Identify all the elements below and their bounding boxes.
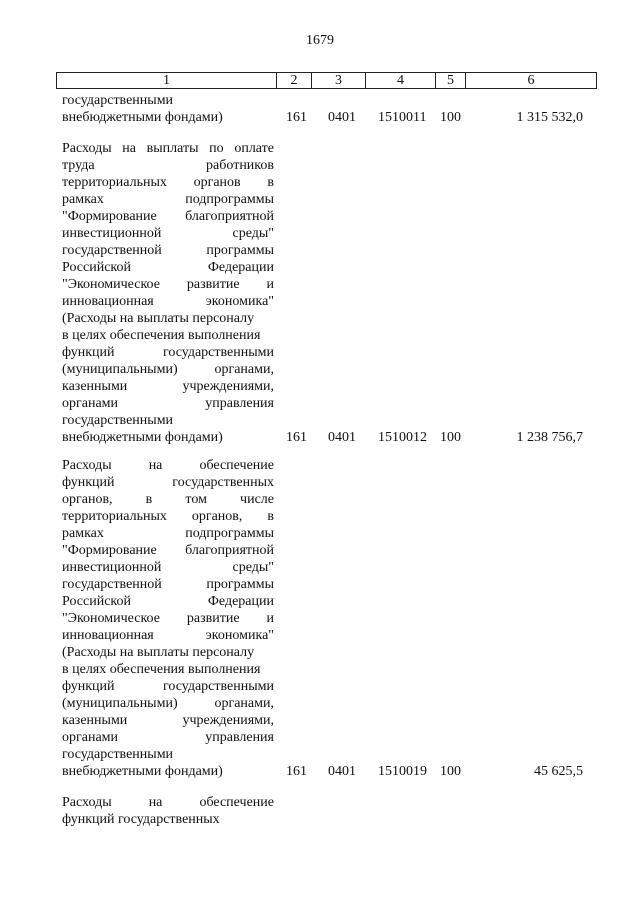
target-item-cell: 1510011 [378,110,427,125]
description-line: Расходы на выплаты по оплате [62,141,274,156]
row-description [62,794,274,828]
description-line: "Экономическое развитие и [62,611,274,626]
description-line: функций государственными [62,345,274,360]
description-line: государственными [62,93,174,108]
description-line: инновационная экономика" [62,628,274,643]
code-cell: 161 [286,430,307,445]
description-line: государственными [62,413,174,428]
description-line: органов, в том числе [62,492,274,507]
description-line: функций государственными [62,679,274,694]
row-description [62,457,274,780]
description-line: внебюджетными фондами) [62,764,223,779]
description-line: Расходы на обеспечение [62,458,274,473]
description-line: функций государственных [62,812,220,827]
expense-type-cell: 100 [440,764,461,779]
description-line: в целях обеспечения выполнения [62,662,261,677]
description-line: "Формирование благоприятной [62,543,274,558]
description-line: (муниципальными) органами, [62,362,274,377]
header-col-3: 3 [312,73,366,89]
description-line: казенными учреждениями, [62,713,274,728]
target-item-cell: 1510019 [378,764,427,779]
amount-cell: 1 238 756,7 [516,430,583,445]
description-line: внебюджетными фондами) [62,110,223,125]
description-line: "Экономическое развитие и [62,277,274,292]
page-number: 1679 [306,33,334,48]
header-row [57,73,597,89]
row-description [62,140,274,446]
table-header [56,72,597,89]
description-line: функций государственных [62,475,274,490]
description-line: (Расходы на выплаты персоналу [62,645,255,660]
amount-cell: 1 315 532,0 [516,110,583,125]
description-line: внебюджетными фондами) [62,430,223,445]
expense-type-cell: 100 [440,110,461,125]
description-line: труда работников [62,158,274,173]
description-line: инвестиционной среды" [62,226,274,241]
header-col-4: 4 [366,73,436,89]
description-line: Расходы на обеспечение [62,795,274,810]
description-line: казенными учреждениями, [62,379,274,394]
description-line: рамках подпрограммы [62,526,274,541]
description-line: в целях обеспечения выполнения [62,328,261,343]
description-line: государственной программы [62,243,274,258]
description-line: государственной программы [62,577,274,592]
description-line: государственными [62,747,174,762]
description-line: Российской Федерации [62,260,274,275]
header-col-5: 5 [436,73,466,89]
expense-type-cell: 100 [440,430,461,445]
description-line: инвестиционной среды" [62,560,274,575]
description-line: органами управления [62,396,274,411]
description-line: органами управления [62,730,274,745]
description-line: территориальных органов в [62,175,274,190]
description-line: территориальных органов, в [62,509,274,524]
description-line: (муниципальными) органами, [62,696,274,711]
header-col-6: 6 [466,73,597,89]
row-description [62,92,274,126]
description-line: инновационная экономика" [62,294,274,309]
header-col-2: 2 [277,73,312,89]
description-line: "Формирование благоприятной [62,209,274,224]
section-cell: 0401 [328,430,356,445]
section-cell: 0401 [328,110,356,125]
description-line: рамках подпрограммы [62,192,274,207]
code-cell: 161 [286,764,307,779]
header-col-1: 1 [57,73,277,89]
description-line: (Расходы на выплаты персоналу [62,311,255,326]
target-item-cell: 1510012 [378,430,427,445]
section-cell: 0401 [328,764,356,779]
amount-cell: 45 625,5 [534,764,583,779]
code-cell: 161 [286,110,307,125]
description-line: Российской Федерации [62,594,274,609]
